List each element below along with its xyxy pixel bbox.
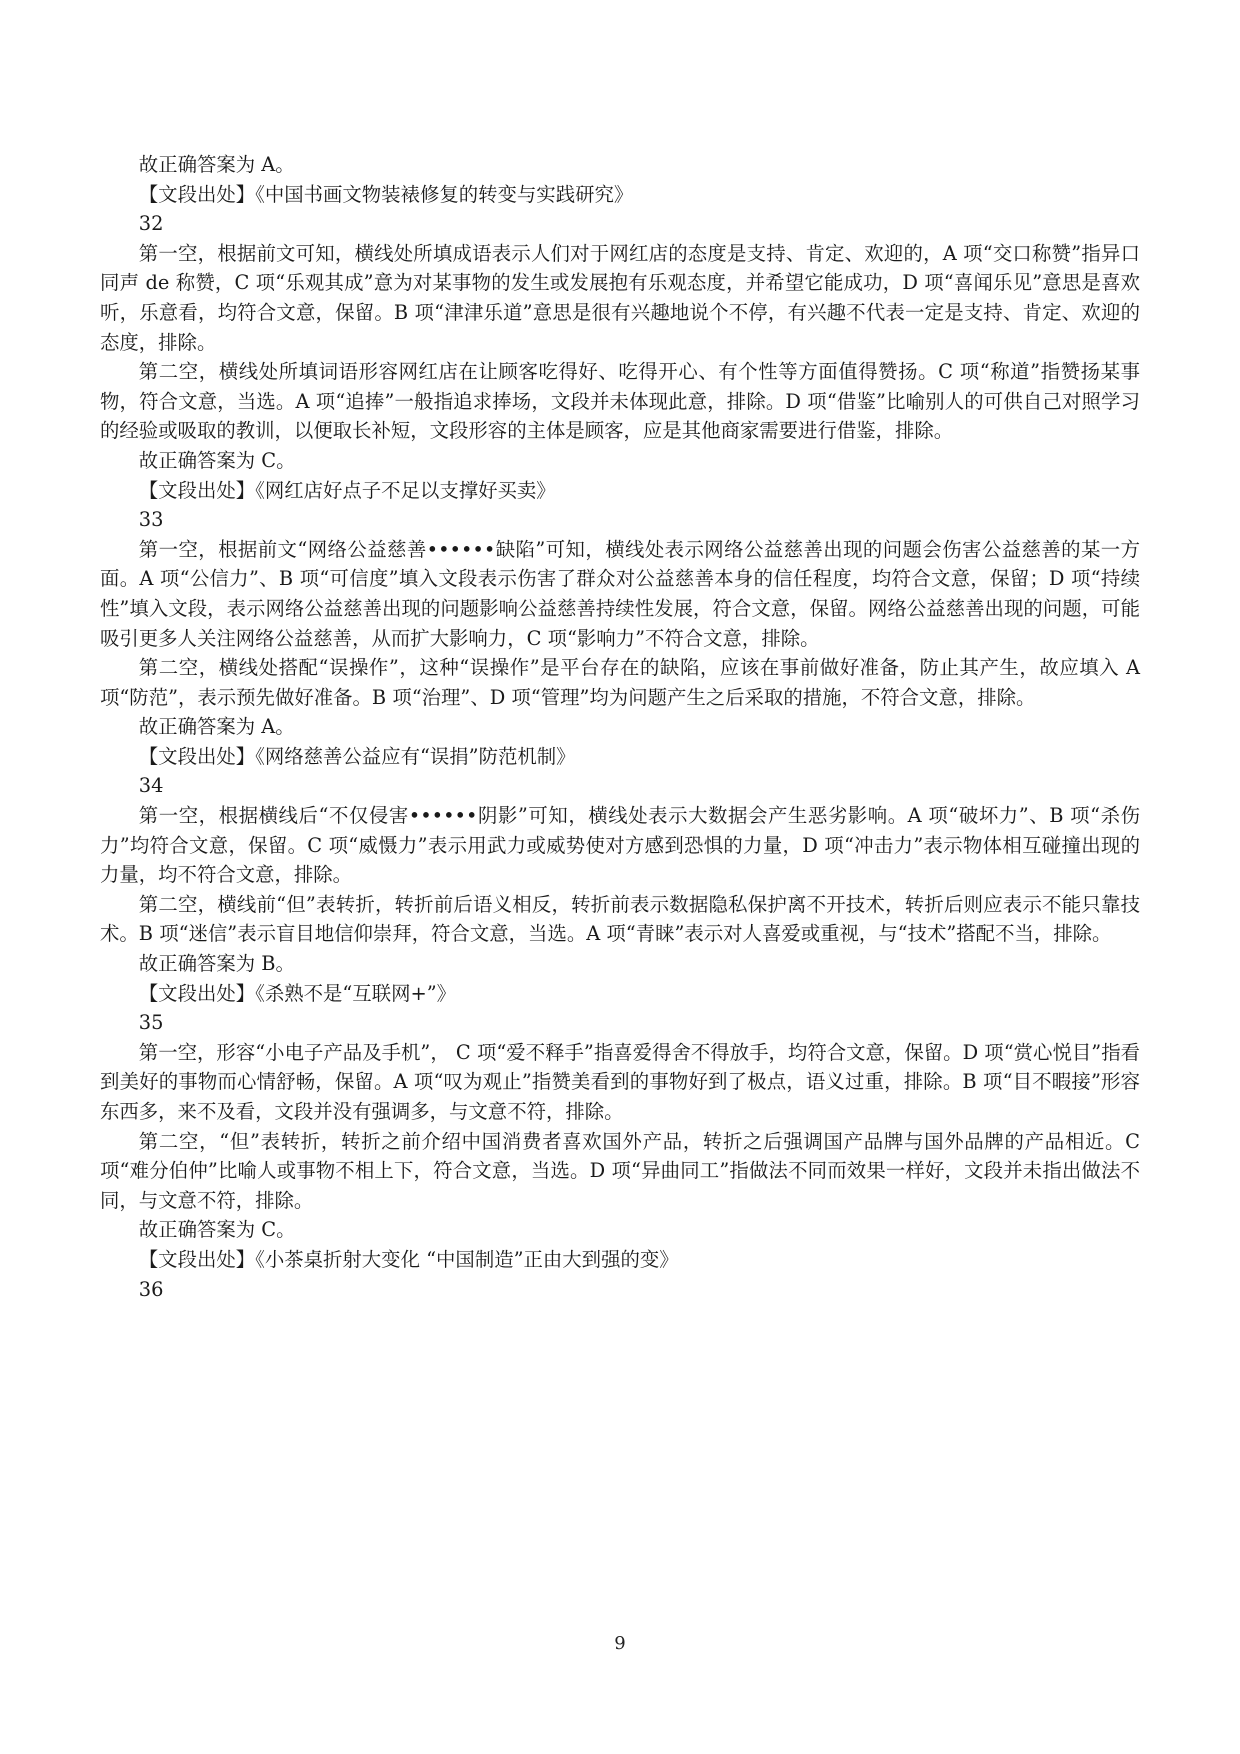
answer-line: 故正确答案为 C。 [138, 1218, 296, 1242]
answer-line: 故正确答案为 C。 [138, 448, 296, 472]
question-number: 34 [138, 774, 164, 798]
source-line: 【文段出处】《网红店好点子不足以支撑好买卖》 [138, 478, 556, 502]
explanation-paragraph: 第一空，根据前文可知，横线处所填成语表示人们对于网红店的态度是支持、肯定、欢迎的，A 项“交口称赞”指异口同声 de 称赞，C 项“乐观其成”意为对某事物的发生或发展抱有乐观态度，并希望它能成功，D 项“喜闻乐见”意思是喜欢听，乐意看，均符合文意，保留。B 项“津津乐道”意思是很有兴趣地说个不停，有兴趣不代表一定是支持、肯定、欢迎的态度，排除。 [100, 241, 1140, 354]
explanation-paragraph: 第二空，“但”表转折，转折之前介绍中国消费者喜欢国外产品，转折之后强调国产品牌与国外品牌的产品相近。C 项“难分伯仲”比喻人或事物不相上下，符合文意，当选。D 项“异曲同工”指做法不同而效果一样好，文段并未指出做法不同，与文意不符，排除。 [100, 1129, 1140, 1212]
question-number: 33 [138, 508, 164, 532]
source-line: 【文段出处】《中国书画文物装裱修复的转变与实践研究》 [138, 182, 634, 206]
source-line: 【文段出处】《网络慈善公益应有“误捐”防范机制》 [138, 744, 576, 768]
explanation-paragraph: 第一空，形容“小电子产品及手机”， C 项“爱不释手”指喜爱得舍不得放手，均符合文意，保留。D 项“赏心悦目”指看到美好的事物而心情舒畅，保留。A 项“叹为观止”指赞美看到的事物好到了极点，语义过重，排除。B 项“目不暇接”形容东西多，来不及看，文段并没有强调多，与文意不符，排除。 [100, 1040, 1140, 1123]
question-number: 36 [138, 1277, 164, 1301]
question-number: 35 [138, 1011, 164, 1035]
source-line: 【文段出处】《小茶桌折射大变化 “中国制造”正由大到强的变》 [138, 1247, 679, 1271]
question-number: 32 [138, 212, 164, 236]
explanation-paragraph: 第一空，根据前文“网络公益慈善••••••缺陷”可知，横线处表示网络公益慈善出现的问题会伤害公益慈善的某一方面。A 项“公信力”、B 项“可信度”填入文段表示伤害了群众对公益慈善本身的信任程度，均符合文意，保留；D 项“持续性”填入文段，表示网络公益慈善出现的问题影响公益慈善持续性发展，符合文意，保留。网络公益慈善出现的问题，可能吸引更多人关注网络公益慈善，从而扩大影响力，C 项“影响力”不符合文意，排除。 [100, 537, 1140, 650]
answer-line: 故正确答案为 A。 [138, 715, 295, 739]
explanation-paragraph: 第一空，根据横线后“不仅侵害••••••阴影”可知，横线处表示大数据会产生恶劣影响。A 项“破坏力”、B 项“杀伤力”均符合文意，保留。C 项“威慑力”表示用武力或威势使对方感到恐惧的力量，D 项“冲击力”表示物体相互碰撞出现的力量，均不符合文意，排除。 [100, 804, 1140, 887]
explanation-paragraph: 第二空，横线处所填词语形容网红店在让顾客吃得好、吃得开心、有个性等方面值得赞扬。C 项“称道”指赞扬某事物，符合文意，当选。A 项“追捧”一般指追求捧场，文段并未体现此意，排除。D 项“借鉴”比喻别人的可供自己对照学习的经验或吸取的教训，以便取长补短，文段形容的主体是顾客，应是其他商家需要进行借鉴，排除。 [100, 360, 1140, 443]
source-line: 【文段出处】《杀熟不是“互联网+”》 [138, 981, 457, 1005]
page-number: 9 [614, 1633, 626, 1654]
document-page [100, 150, 1140, 1304]
explanation-paragraph: 第二空，横线前“但”表转折，转折前后语义相反，转折前表示数据隐私保护离不开技术，转折后则应表示不能只靠技术。B 项“迷信”表示盲目地信仰崇拜，符合文意，当选。A 项“青睐”表示对人喜爱或重视，与“技术”搭配不当，排除。 [100, 892, 1140, 946]
answer-line: 故正确答案为 B。 [138, 952, 295, 976]
explanation-paragraph: 第二空，横线处搭配“误操作”，这种“误操作”是平台存在的缺陷，应该在事前做好准备，防止其产生，故应填入 A 项“防范”，表示预先做好准备。B 项“治理”、D 项“管理”均为问题产生之后采取的措施，不符合文意，排除。 [100, 656, 1140, 709]
answer-line: 故正确答案为 A。 [138, 153, 295, 176]
